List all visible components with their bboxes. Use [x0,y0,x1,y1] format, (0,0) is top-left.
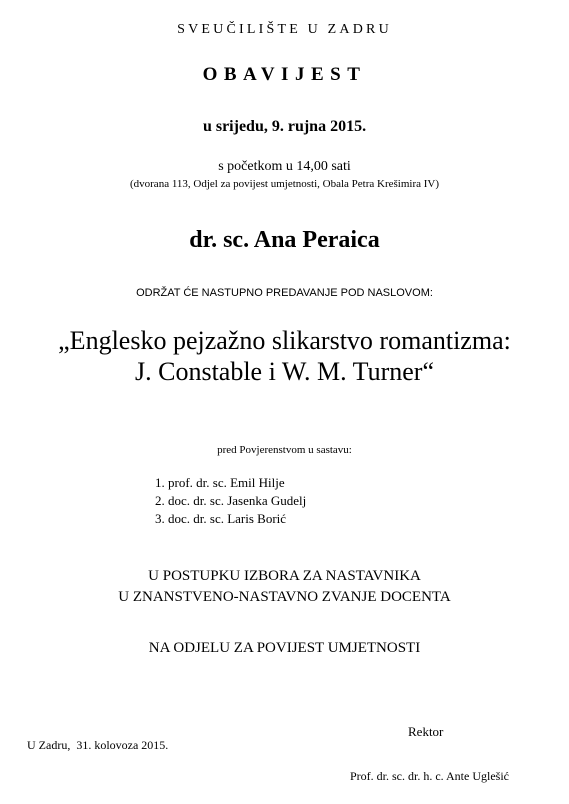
event-date: u srijedu, 9. rujna 2015. [202,118,367,135]
lecture-title-line-2: J. Constable i W. M. Turner“ [134,357,435,386]
lecture-title [0,325,569,387]
procedure-line-1: U POSTUPKU IZBORA ZA NASTAVNIKA [148,568,421,584]
place-and-date: U Zadru, 31. kolovoza 2015. [27,738,169,752]
committee-intro: pred Povjerenstvom u sastavu: [217,444,352,456]
event-time: s početkom u 14,00 sati [218,159,351,174]
department-line: NA ODJELU ZA POVIJEST UMJETNOSTI [148,640,421,656]
committee-member: 1. prof. dr. sc. Emil Hilje [155,475,285,490]
speaker-name: dr. sc. Ana Peraica [189,227,380,253]
announcement-line: ODRŽAT ĆE NASTUPNO PREDAVANJE POD NASLOVOM: [136,287,433,299]
notice-title: OBAVIJEST [202,64,367,85]
rector-title: Rektor [408,724,444,739]
procedure-line-2: U ZNANSTVENO-NASTAVNO ZVANJE DOCENTA [118,589,451,605]
university-name: SVEUČILIŠTE U ZADRU [177,22,392,37]
rector-name: Prof. dr. sc. dr. h. c. Ante Uglešić [350,769,509,783]
procedure-statement [0,566,569,608]
committee-member: 2. doc. dr. sc. Jasenka Gudelj [155,493,307,508]
lecture-title-line-1: „Englesko pejzažno slikarstvo romantizma: [58,326,511,355]
event-venue: (dvorana 113, Odjel za povijest umjetnosti, Obala Petra Krešimira IV) [129,178,440,190]
committee-list [155,474,306,528]
committee-member: 3. doc. dr. sc. Laris Borić [155,511,287,526]
